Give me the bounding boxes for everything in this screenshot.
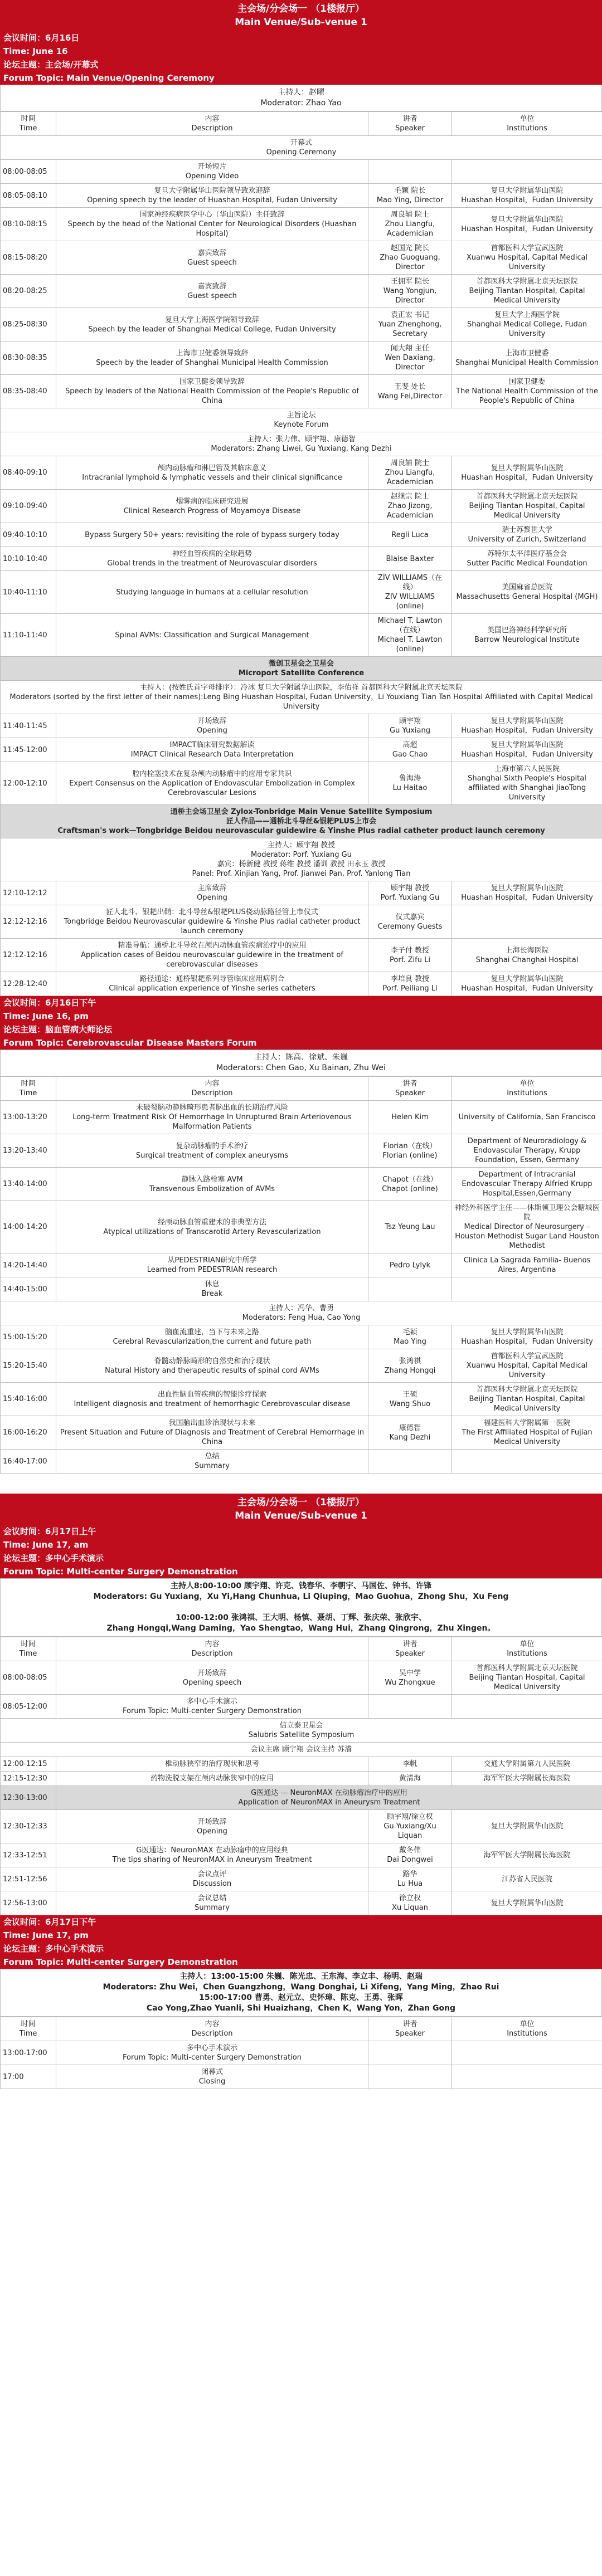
cell-time: 11:45-12:00	[1, 738, 56, 762]
cell-time: 15:40-16:00	[1, 1383, 56, 1416]
cell-desc: 精准导航：通桥北斗导丝在颅内动脉血管疾病治疗中的应用 Application cases of Beidou neurovascular guidewire in the treatment of cerebrovascular diseases	[56, 939, 368, 972]
table-row	[1, 762, 602, 805]
cell-inst: 上海市卫健委 Shanghai Municipal Health Commission	[452, 341, 602, 375]
cell-inst: 首都医科大学附属北京天坛医院 Beijing Tiantan Hospital, Capital Medical University	[452, 1383, 602, 1416]
cell-desc: 未破裂脑动静脉畸形患者脑出血的长期治疗风险 Long-term Treatment Risk Of Hemorrhage In Unruptured Brain Arteriovenous Malformation Patients	[56, 1101, 368, 1134]
cell-desc: 嘉宾致辞 Guest speech	[56, 275, 368, 308]
cell-desc: G医通达：NeuronMAX 在动脉瘤中的应用经典 The tips sharing of NeuronMAX in Aneurysm Treatment	[56, 1843, 368, 1867]
cell-spk	[368, 2065, 452, 2089]
cell-time: 08:15-08:20	[1, 241, 56, 275]
cell-spk: 戴冬伟 Dai Dongwei	[368, 1843, 452, 1867]
cell-desc: 脊髓动静脉畸形的自然史和治疗现状 Natural History and therapeutic results of spinal cord AVMs	[56, 1349, 368, 1383]
cell-spk: Chapot（在线） Chapot (online)	[368, 1168, 452, 1201]
host-line: 主持人：赵曜 Moderator: Zhao Yao	[0, 85, 602, 111]
cell-spk: 赵继宗 院士 Zhao Jizong, Academician	[368, 490, 452, 523]
table-header	[1, 112, 602, 136]
cell-time: 10:40-11:10	[1, 571, 56, 614]
cell-time: 12:00-12:15	[1, 1757, 56, 1772]
cell-desc: 腔内栓塞技术在复杂颅内动脉瘤中的应用专家共识 Expert Consensus on the Application of Endovascular Embolization in Complex Cerebrovascular Lesions	[56, 762, 368, 805]
table-row	[1, 1867, 602, 1891]
table-row	[1, 1416, 602, 1450]
cell-inst: 福建医科大学附属第一医院 The First Affiliated Hospital of Fujian Medical University	[452, 1416, 602, 1450]
cell-time: 12:10-12:12	[1, 881, 56, 905]
cell-spk: 仪式嘉宾 Ceremony Guests	[368, 905, 452, 939]
table-row	[1, 275, 602, 308]
cell-time: 14:40-15:00	[1, 1277, 56, 1301]
table-row	[1, 1695, 602, 1719]
table-row	[1, 1325, 602, 1349]
table-row	[1, 571, 602, 614]
cell-time: 09:10-09:40	[1, 490, 56, 523]
cell-desc: 嘉宾致辞 Guest speech	[56, 241, 368, 275]
cell-spk: 高超 Gao Chao	[368, 738, 452, 762]
col-time: 时间 Time	[1, 1637, 56, 1661]
cell-desc: 静脉入路栓塞 AVM Transvenous Embolization of AVMs	[56, 1168, 368, 1201]
cell-inst: 首都医科大学附属北京天坛医院 Beijing Tiantan Hospital, Capital Medical University	[452, 490, 602, 523]
col-inst: 单位 Institutions	[452, 1637, 602, 1661]
table-row	[1, 308, 602, 341]
salubris-moderators: 会议主席 顾宇翔 会议主持 苏瀁	[1, 1743, 602, 1757]
cell-inst: 复旦大学附属华山医院 Huashan Hospital，Fudan University	[452, 738, 602, 762]
meeting-time-4: Time: June 17, pm	[0, 1929, 602, 1942]
masters-table	[0, 1076, 602, 1474]
cell-spk: 路华 Lu Hua	[368, 1867, 452, 1891]
cell-spk	[368, 1450, 452, 1474]
table-row	[1, 375, 602, 408]
cell-desc: 复旦大学附属华山医院领导致欢迎辞 Opening speech by the leader of Huashan Hospital, Fudan University	[56, 184, 368, 208]
cell-desc: 从PEDESTRIAN研究中所学 Learned from PEDESTRIAN research	[56, 1253, 368, 1277]
moderators-2: 主持人：陈高、徐斌、朱巍 Moderators: Chen Gao, Xu Bainan, Zhu Wei	[0, 1050, 602, 1076]
table-row	[1, 1810, 602, 1843]
table-row	[1, 1201, 602, 1253]
col-time: 时间 Time	[1, 2017, 56, 2041]
keynote-moderators: 主持人：张力伟、顾宇翔、康德智 Moderators: Zhang Liwei, Gu Yuxiang, Kang Dezhi	[1, 432, 602, 456]
table-row	[1, 1277, 602, 1301]
cell-time: 15:20-15:40	[1, 1349, 56, 1383]
cell-spk: 顾宇翔/徐立权 Gu Yuxiang/Xu Liquan	[368, 1810, 452, 1843]
cell-desc: Studying language in humans at a cellular resolution	[56, 571, 368, 614]
table-row	[1, 972, 602, 996]
table-row	[1, 1383, 602, 1416]
table-row	[1, 1134, 602, 1168]
salubris-label: 信立泰卫星会 Salubris Satellite Symposium	[1, 1719, 602, 1743]
table-row	[1, 490, 602, 523]
cell-desc: 经颅动脉血管重建术的非典型方法 Atypical utilizations of Transcarotid Artery Revascularization	[56, 1201, 368, 1253]
cell-inst: Department of Neuroradiology & Endovascular Therapy, Krupp Foundation, Essen, Germany	[452, 1134, 602, 1168]
cell-desc: 总结 Summary	[56, 1450, 368, 1474]
cell-inst: University of California, San Francisco	[452, 1101, 602, 1134]
table-row	[1, 714, 602, 738]
cell-inst: 复旦大学附属华山医院 Huashan Hospital，Fudan University	[452, 714, 602, 738]
col-inst: 单位 Institutions	[452, 2017, 602, 2041]
col-speaker: 讲者 Speaker	[368, 1637, 452, 1661]
cell-spk: 李培良 教授 Porf. Peiliang Li	[368, 972, 452, 996]
cell-time: 09:40-10:10	[1, 523, 56, 547]
cell-inst	[452, 160, 602, 184]
cell-inst: 首都医科大学宣武医院 Xuanwu Hospital, Capital Medical University	[452, 1349, 602, 1383]
table-row	[1, 1757, 602, 1772]
cell-spk: 赵国光 院长 Zhao Guoguang, Director	[368, 241, 452, 275]
table-row	[1, 1661, 602, 1695]
keynote-label: 主旨论坛 Keynote Forum	[1, 408, 602, 432]
cell-time: 08:05-08:10	[1, 184, 56, 208]
opening-ceremony-label: 开幕式 Opening Ceremony	[1, 136, 602, 160]
cell-inst	[452, 1277, 602, 1301]
table-row	[1, 547, 602, 571]
table-row	[1, 2041, 602, 2065]
cell-desc: 神经血管疾病的全球趋势 Global trends in the treatment of Neurovascular disorders	[56, 547, 368, 571]
cell-spk: 李帆	[368, 1757, 452, 1772]
cell-time: 08:25-08:30	[1, 308, 56, 341]
cell-desc: IMPACT临床研究数据解读 IMPACT Clinical Research Data Interpretation	[56, 738, 368, 762]
cell-inst: Clinica La Sagrada Familia- Buenos Aires, Argentina	[452, 1253, 602, 1277]
table-row	[1, 614, 602, 657]
forum-topic-en-4: Forum Topic: Multi-center Surgery Demonstration	[0, 1955, 602, 1969]
cell-inst	[452, 905, 602, 939]
meeting-date-2: 会议时间：6月16日下午	[0, 996, 602, 1009]
forum-topic-en-2: Forum Topic: Cerebrovascular Disease Masters Forum	[0, 1036, 602, 1050]
col-speaker: 讲者 Speaker	[368, 1077, 452, 1101]
forum-topic-cn-4: 论坛主题：多中心手术演示	[0, 1942, 602, 1955]
cell-time: 14:20-14:40	[1, 1253, 56, 1277]
meeting-date-3: 会议时间：6月17日上午	[0, 1525, 602, 1538]
microport-moderators: 主持人：(按姓氏首字母排序）：冷冰 复旦大学附属华山医院，李佑祥 首都医科大学附属北京天坛医院 Moderators (sorted by the first letter of their names):Leng Bing Huashan Hospital, Fudan University，Li Youxiang Tian Tan Hospital Affiliated with Capital Medical University	[1, 681, 602, 714]
moderators-2b: 主持人：冯华、曹勇 Moderators: Feng Hua, Cao Yong	[1, 1301, 602, 1325]
cell-desc: 开场致辞 Opening speech	[56, 1661, 368, 1695]
microport-label: 微创卫星会之卫星会 Microport Satellite Conference	[1, 657, 602, 681]
cell-desc: 开场致辞 Opening	[56, 714, 368, 738]
cell-desc: 匠人北斗、银耙出鞘：北斗导丝&银耙PLUS桡动脉路径管上市仪式 Tongbridge Beidou Neurovascular guidewire & Yinshe Plus radial catheter product launch ceremony	[56, 905, 368, 939]
col-time: 时间 Time	[1, 1077, 56, 1101]
cell-time: 12:15-12:30	[1, 1772, 56, 1786]
cell-spk: ZIV WILLIAMS（在线） ZIV WILLIAMS (online)	[368, 571, 452, 614]
col-desc: 内容 Description	[56, 1637, 368, 1661]
g-row	[1, 1786, 602, 1810]
meeting-time-3: Time: June 17, am	[0, 1538, 602, 1552]
table-row	[1, 1450, 602, 1474]
cell-desc: 复杂动脉瘤的手术治疗 Surgical treatment of complex aneurysms	[56, 1134, 368, 1168]
surgery-table-pm	[0, 2017, 602, 2089]
cell-desc: 椎动脉狭窄的治疗现状和思考	[56, 1757, 368, 1772]
cell-desc: 路径通途：通桥银耙系列导管临床应用病例合 Clinical application experience of Yinshe series catheters	[56, 972, 368, 996]
cell-inst	[452, 1695, 602, 1719]
table-header	[1, 2017, 602, 2041]
cell-spk: 周良辅 院士 Zhou Liangfu, Academician	[368, 208, 452, 241]
cell-time: 08:10-08:15	[1, 208, 56, 241]
g-row-desc: G医通达 — NeuronMAX 在动脉瘤治疗中的应用 Application of NeuronMAX in Aneurysm Treatment	[56, 1786, 602, 1810]
cell-inst	[452, 2065, 602, 2089]
cell-time: 12:51-12:56	[1, 1867, 56, 1891]
cell-spk: 顾宇翔 教授 Porf. Yuxiang Gu	[368, 881, 452, 905]
cell-spk: 黄清海	[368, 1772, 452, 1786]
cell-time: 12:12-12:16	[1, 905, 56, 939]
cell-spk: Helen Kim	[368, 1101, 452, 1134]
cell-time: 15:00-15:20	[1, 1325, 56, 1349]
table-row	[1, 905, 602, 939]
cell-spk: 鲁海涛 Lu Haitao	[368, 762, 452, 805]
cell-time: 08:00-08:05	[1, 1661, 56, 1695]
cell-time: 08:35-08:40	[1, 375, 56, 408]
col-desc: 内容 Description	[56, 2017, 368, 2041]
cell-spk	[368, 160, 452, 184]
table-row	[1, 1253, 602, 1277]
table-row	[1, 241, 602, 275]
cell-time: 16:40-17:00	[1, 1450, 56, 1474]
cell-inst: 海军军医大学附属长海医院	[452, 1843, 602, 1867]
cell-spk: Michael T. Lawton（在线） Michael T. Lawton (online)	[368, 614, 452, 657]
cell-inst: 交通大学附属第九人民医院	[452, 1757, 602, 1772]
zylox-label: 通桥主会场卫星会 Zylox-Tonbridge Main Venue Satellite Symposium 匠人作品——通桥北斗导丝&银耙PLUS上市会 Craftsman's work—Tongbridge Beidou neurovascular guidewire & Yinshe Plus radial catheter product launch ceremony	[1, 805, 602, 838]
table-row	[1, 1101, 602, 1134]
cell-time: 12:56-13:00	[1, 1891, 56, 1915]
cell-spk: Blaise Baxter	[368, 547, 452, 571]
col-speaker: 讲者 Speaker	[368, 112, 452, 136]
cell-spk	[368, 1277, 452, 1301]
table-header	[1, 1077, 602, 1101]
forum-topic-cn-3: 论坛主题：多中心手术演示	[0, 1552, 602, 1565]
cell-inst: 复旦大学附属华山医院 Huashan Hospital，Fudan University	[452, 1325, 602, 1349]
table-row	[1, 2065, 602, 2089]
cell-inst: 上海市第六人民医院 Shanghai Sixth People's Hospital affiliated with Shanghai JiaoTong University	[452, 762, 602, 805]
cell-inst: 神经外科医学主任——休斯顿卫理公会糖城医院 Medical Director of Neurosurgery – Houston Methodist Sugar Land Houston Methodist	[452, 1201, 602, 1253]
cell-inst: 江苏省人民医院	[452, 1867, 602, 1891]
table-header	[1, 1637, 602, 1661]
cell-desc: 会议总结 Summary	[56, 1891, 368, 1915]
table-row	[1, 160, 602, 184]
cell-spk: 毛颖 院长 Mao Ying, Director	[368, 184, 452, 208]
moderators-3: 主持人8:00-10:00 顾宇翔、许克、钱春华、李朝宇、马国佐、钟书、许锋 Moderators: Gu Yuxiang，Xu Yi,Hang Chunhua, Li Qiuping，Mao Guohua，Zhong Shu，Xu Feng 10:00-12:00 张鸿祺、王大明、杨慎、聂胡、丁辉、张庆荣、张欣宇、 Zhang Hongqi,Wang Daming，Yao Shengtao，Wang Hui，Zhang Qingrong，Zhu Xingen。	[0, 1578, 602, 1637]
cell-desc: 多中心手术演示 Forum Topic: Multi-center Surgery Demonstration	[56, 1695, 368, 1719]
cell-desc: 药物洗脱支架在颅内动脉狭窄中的应用	[56, 1772, 368, 1786]
cell-spk: 李子付 教授 Porf. Zifu Li	[368, 939, 452, 972]
col-speaker: 讲者 Speaker	[368, 2017, 452, 2041]
cell-desc: 出血性脑血管疾病的智能诊疗探索 Intelligent diagnosis and treatment of hemorrhagic Cerebrovascular disease	[56, 1383, 368, 1416]
cell-time: 12:00-12:10	[1, 762, 56, 805]
cell-spk: 闻大翔 主任 Wen Daxiang, Director	[368, 341, 452, 375]
cell-desc: 开场致辞 Opening	[56, 1810, 368, 1843]
venue-banner-2: 主会场/分会场一 （1楼报厅） Main Venue/Sub-venue 1	[0, 1494, 602, 1525]
table-row	[1, 1168, 602, 1201]
cell-time: 14:00-14:20	[1, 1201, 56, 1253]
cell-desc: 主席致辞 Opening	[56, 881, 368, 905]
cell-time: 08:05-12:00	[1, 1695, 56, 1719]
col-desc: 内容 Description	[56, 112, 368, 136]
cell-inst: 复旦大学附属华山医院 Huashan Hospital，Fudan University	[452, 972, 602, 996]
g-row-time: 12:30-13:00	[1, 1786, 56, 1810]
cell-spk	[368, 2041, 452, 2065]
cell-time: 16:00-16:20	[1, 1416, 56, 1450]
table-row	[1, 1772, 602, 1786]
cell-inst: 复旦大学附属华山医院 Huashan Hospital，Fudan University	[452, 184, 602, 208]
cell-time: 12:30-12:33	[1, 1810, 56, 1843]
table-row	[1, 523, 602, 547]
cell-spk: 毛颖 Mao Ying	[368, 1325, 452, 1349]
forum-topic-en-3: Forum Topic: Multi-center Surgery Demonstration	[0, 1565, 602, 1578]
cell-inst: 首都医科大学宣武医院 Xuanwu Hospital, Capital Medical University	[452, 241, 602, 275]
moderators-4: 主持人：13:00-15:00 朱巍、陈光忠、王东海、李立丰、杨明、赵瑞 Moderators: Zhu Wei，Chen Guangzhong，Wang Donghai, Li Xifeng，Yang Ming，Zhao Rui 15:00-17:00 曹勇、赵元立、史怀璋、陈克、王勇、张晖 Cao Yong,Zhao Yuanli, Shi Huaizhang，Chen K，Wang Yon，Zhan Gong	[0, 1969, 602, 2017]
cell-inst	[452, 2041, 602, 2065]
col-desc: 内容 Description	[56, 1077, 368, 1101]
cell-inst: 复旦大学附属华山医院 Huashan Hospital，Fudan University	[452, 881, 602, 905]
cell-time: 13:00-17:00	[1, 2041, 56, 2065]
meeting-date-4: 会议时间：6月17日下午	[0, 1915, 602, 1929]
cell-desc: 开场短片 Opening Video	[56, 160, 368, 184]
cell-time: 12:28-12:40	[1, 972, 56, 996]
cell-inst: Department of Intracranial Endovascular Therapy Alfried Krupp Hospital,Essen,Germany	[452, 1168, 602, 1201]
cell-spk: 吴中学 Wu Zhongxue	[368, 1661, 452, 1695]
cell-inst	[452, 1450, 602, 1474]
venue-banner: 主会场/分会场一 （1楼报厅） Main Venue/Sub-venue 1	[0, 0, 602, 31]
cell-desc: 闭幕式 Closing	[56, 2065, 368, 2089]
cell-spk: 顾宇翔 Gu Yuxiang	[368, 714, 452, 738]
cell-inst: 复旦大学上海医学院 Shanghai Medical College, Fudan University	[452, 308, 602, 341]
cell-inst: 复旦大学附属华山医院	[452, 1810, 602, 1843]
forum-topic-cn-2: 论坛主题：脑血管病大师论坛	[0, 1023, 602, 1036]
cell-desc: 烟雾病的临床研究进展 Clinical Research Progress of Moyamoya Disease	[56, 490, 368, 523]
table-row	[1, 881, 602, 905]
cell-desc: 国家神经疾病医学中心（华山医院）主任致辞 Speech by the head of the National Center for Neurological Disorders (Huashan Hospital)	[56, 208, 368, 241]
surgery-table	[0, 1637, 602, 1915]
cell-time: 10:10-10:40	[1, 547, 56, 571]
cell-time: 11:40-11:45	[1, 714, 56, 738]
cell-spk: Florian（在线） Florian (online)	[368, 1134, 452, 1168]
cell-time: 12:12-12:16	[1, 939, 56, 972]
col-inst: 单位 Institutions	[452, 112, 602, 136]
cell-desc: 脑血流重建，当下与未来之路 Cerebral Revascularization,the current and future path	[56, 1325, 368, 1349]
cell-inst: 复旦大学附属华山医院	[452, 1891, 602, 1915]
cell-spk: 康德智 Kang Dezhi	[368, 1416, 452, 1450]
opening-table	[0, 111, 602, 996]
cell-inst: 首都医科大学附属北京天坛医院 Beijing Tiantan Hospital, Capital Medical University	[452, 1661, 602, 1695]
cell-spk: Regli Luca	[368, 523, 452, 547]
table-row	[1, 456, 602, 490]
cell-inst: 瑞士苏黎世大学 University of Zurich, Switzerland	[452, 523, 602, 547]
cell-time: 13:20-13:40	[1, 1134, 56, 1168]
table-row	[1, 341, 602, 375]
cell-inst: 复旦大学附属华山医院 Huashan Hospital，Fudan University	[452, 208, 602, 241]
table-row	[1, 939, 602, 972]
cell-desc: 复旦大学上海医学院领导致辞 Speech by the leader of Shanghai Medical College, Fudan University	[56, 308, 368, 341]
cell-time: 08:20-08:25	[1, 275, 56, 308]
table-row	[1, 738, 602, 762]
table-row	[1, 184, 602, 208]
cell-time: 08:00-08:05	[1, 160, 56, 184]
cell-inst: 国家卫健委 The National Health Commission of the People's Republic of China	[452, 375, 602, 408]
cell-time: 13:00-13:20	[1, 1101, 56, 1134]
meeting-date: 会议时间：6月16日	[0, 31, 602, 45]
cell-spk	[368, 1695, 452, 1719]
cell-desc: Bypass Surgery 50+ years: revisiting the role of bypass surgery today	[56, 523, 368, 547]
cell-inst: 上海长海医院 Shanghai Changhai Hospital	[452, 939, 602, 972]
meeting-time: Time: June 16	[0, 45, 602, 58]
cell-inst: 美国巴洛神经科学研究所 Barrow Neurological Institute	[452, 614, 602, 657]
cell-inst: 复旦大学附属华山医院 Huashan Hospital，Fudan University	[452, 456, 602, 490]
cell-spk: Pedro Lylyk	[368, 1253, 452, 1277]
cell-desc: Spinal AVMs: Classification and Surgical Management	[56, 614, 368, 657]
cell-time: 08:30-08:35	[1, 341, 56, 375]
cell-spk: 张鸿祺 Zhang Hongqi	[368, 1349, 452, 1383]
col-inst: 单位 Institutions	[452, 1077, 602, 1101]
cell-time: 13:40-14:00	[1, 1168, 56, 1201]
cell-desc: 我国脑出血诊治现状与未来 Present Situation and Future of Diagnosis and Treatment of Cerebral Hemorrhage in China	[56, 1416, 368, 1450]
cell-desc: 上海市卫健委领导致辞 Speech by the leader of Shanghai Municipal Health Commission	[56, 341, 368, 375]
cell-spk: 王拥军 院长 Wang Yongjun, Director	[368, 275, 452, 308]
table-row	[1, 1843, 602, 1867]
cell-spk: 徐立权 Xu Liquan	[368, 1891, 452, 1915]
cell-spk: 王斐 处长 Wang Fei,Director	[368, 375, 452, 408]
col-time: 时间 Time	[1, 112, 56, 136]
cell-time: 12:33-12:51	[1, 1843, 56, 1867]
forum-topic-cn: 论坛主题：主会场/开幕式	[0, 58, 602, 71]
cell-desc: 多中心手术演示 Forum Topic: Multi-center Surgery Demonstration	[56, 2041, 368, 2065]
cell-time: 08:40-09:10	[1, 456, 56, 490]
cell-desc: 会议点评 Discussion	[56, 1867, 368, 1891]
cell-inst: 美国麻省总医院 Massachusetts General Hospital (MGH)	[452, 571, 602, 614]
cell-desc: 休息 Break	[56, 1277, 368, 1301]
cell-time: 17:00	[1, 2065, 56, 2089]
cell-inst: 海军军医大学附属长海医院	[452, 1772, 602, 1786]
cell-inst: 首都医科大学附属北京天坛医院 Beijing Tiantan Hospital, Capital Medical University	[452, 275, 602, 308]
zylox-moderators: 主持人：顾宇翔 教授 Moderator: Porf. Yuxiang Gu 嘉宾：杨新健 教授 蒋维 教授 潘训 教授 田永玉 教授 Panel: Prof. Xinjian Yang, Prof. Jianwei Pan, Prof. Yanlong Tian	[1, 838, 602, 881]
cell-spk: 周良辅 院士 Zhou Liangfu, Academician	[368, 456, 452, 490]
cell-time: 11:10-11:40	[1, 614, 56, 657]
cell-inst: 苏特尔太平洋医疗基金会 Sutter Pacific Medical Foundation	[452, 547, 602, 571]
cell-desc: 国家卫健委领导致辞 Speech by leaders of the National Health Commission of the People's Republic of China	[56, 375, 368, 408]
cell-spk: 袁正宏 书记 Yuan Zhenghong, Secretary	[368, 308, 452, 341]
cell-spk: Tsz Yeung Lau	[368, 1201, 452, 1253]
table-row	[1, 208, 602, 241]
meeting-time-2: Time: June 16, pm	[0, 1009, 602, 1023]
cell-spk: 王硕 Wang Shuo	[368, 1383, 452, 1416]
table-row	[1, 1349, 602, 1383]
forum-topic-en: Forum Topic: Main Venue/Opening Ceremony	[0, 71, 602, 85]
cell-desc: 颅内动脉瘤和淋巴管及其临床意义 Intracranial lymphoid & lymphatic vessels and their clinical significance	[56, 456, 368, 490]
table-row	[1, 1891, 602, 1915]
